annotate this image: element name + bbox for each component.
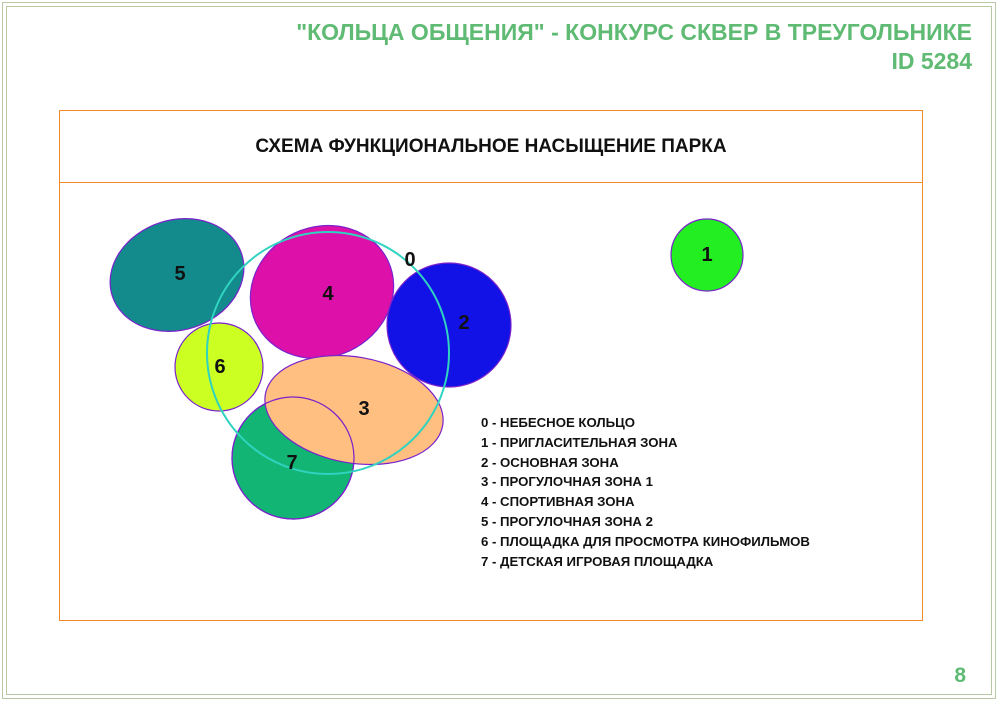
zone-7-label: 7 [286, 452, 298, 474]
legend-item: 6 - ПЛОЩАДКА ДЛЯ ПРОСМОТРА КИНОФИЛЬМОВ [481, 533, 810, 549]
legend-item: 2 - ОСНОВНАЯ ЗОНА [481, 454, 619, 470]
zone-4-label: 4 [322, 283, 334, 305]
panel-title: СХЕМА ФУНКЦИОНАЛЬНОЕ НАСЫЩЕНИЕ ПАРКА [255, 135, 727, 157]
legend [481, 413, 810, 571]
zone-3-label: 3 [358, 398, 370, 420]
legend-item: 4 - СПОРТИВНАЯ ЗОНА [481, 494, 635, 510]
header-title-line1: "КОЛЬЦА ОБЩЕНИЯ" - КОНКУРС СКВЕР В ТРЕУГОЛЬНИКЕ [296, 19, 972, 45]
header-title-line2: ID 5284 [891, 48, 972, 74]
zone-5-label: 5 [174, 263, 186, 285]
legend-item: 1 - ПРИГЛАСИТЕЛЬНАЯ ЗОНА [481, 434, 678, 450]
zone-0-label: 0 [404, 249, 416, 271]
zone-6-label: 6 [214, 356, 226, 378]
legend-item: 3 - ПРОГУЛОЧНАЯ ЗОНА 1 [481, 474, 653, 490]
legend-item: 7 - ДЕТСКАЯ ИГРОВАЯ ПЛОЩАДКА [481, 553, 714, 569]
zone-2-label: 2 [458, 312, 470, 334]
zone-1-label: 1 [701, 244, 713, 266]
legend-item: 5 - ПРОГУЛОЧНАЯ ЗОНА 2 [481, 513, 653, 529]
page-number: 8 [954, 664, 966, 687]
legend-item: 0 - НЕБЕСНОЕ КОЛЬЦО [481, 415, 636, 430]
